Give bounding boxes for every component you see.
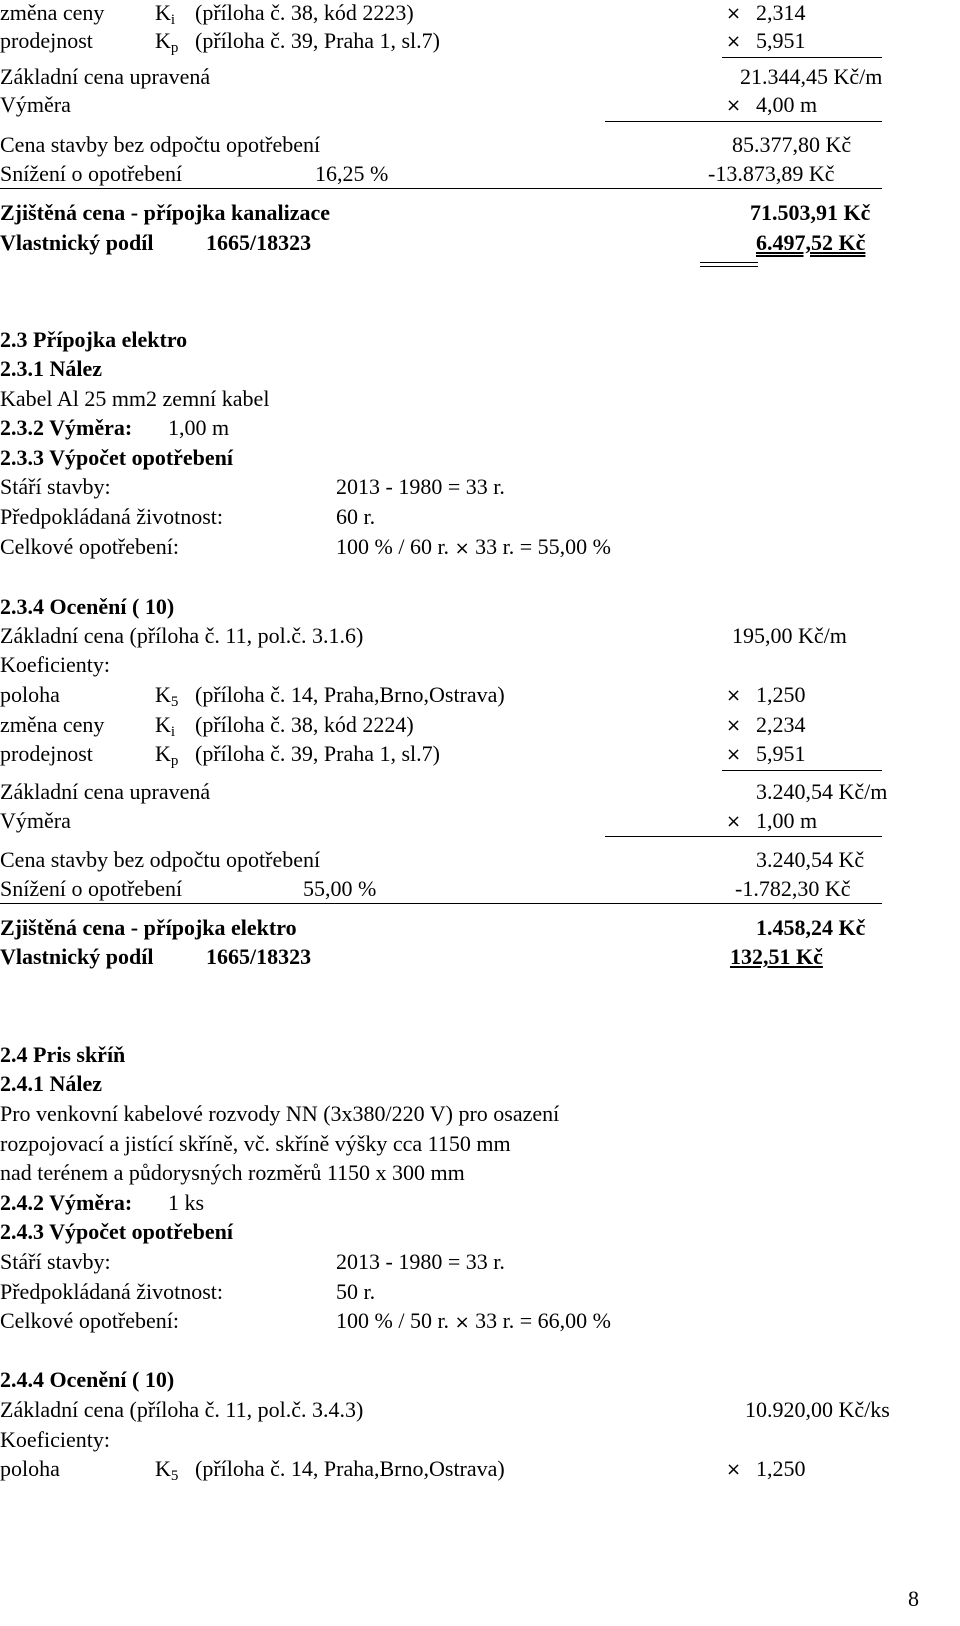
- s23-zakladni-upravena-value: 3.240,54 Kč/m: [756, 779, 888, 804]
- s23-koef-zmena-ceny-symbol: $K_i$: [155, 712, 176, 740]
- s23-zakladni-upravena-label: Základní cena upravená: [0, 779, 211, 804]
- s24-vypocet-heading: 2.4.3 Výpočet opotřebení: [0, 1219, 234, 1244]
- s24-zakladni-cena-value: 10.920,00 Kč/ks: [745, 1397, 890, 1422]
- s24-zivotnost-label: Předpokládaná životnost:: [0, 1279, 224, 1304]
- s23-koef-prodejnost-symbol: $K_p$: [155, 741, 179, 769]
- s23-zakladni-cena-value: 195,00 Kč/m: [732, 623, 847, 648]
- s23-zivotnost-value: 60 r.: [336, 504, 376, 529]
- s24-stari-label: Stáří stavby:: [0, 1249, 111, 1274]
- top-zakladni-upravena-label: Základní cena upravená: [0, 64, 211, 89]
- sum-rule: [700, 266, 758, 267]
- times-symbol: ×: [726, 715, 742, 736]
- s24-oceneni-heading: 2.4.4 Ocenění ( 10): [0, 1367, 175, 1392]
- s23-snizeni-percent: 55,00 %: [303, 876, 377, 901]
- s23-vymera2-value: 1,00 m: [756, 808, 818, 833]
- s24-stari-value: 2013 - 1980 = 33 r.: [336, 1249, 505, 1274]
- top-snizeni-label: Snížení o opotřebení: [0, 161, 183, 186]
- times-symbol: ×: [726, 685, 742, 706]
- top-koef-zmena-ceny-value: 2,314: [756, 0, 806, 25]
- top-vlastnicky-podil-value: 6.497,52 Kč: [756, 230, 866, 255]
- times-symbol: ×: [726, 31, 742, 52]
- s24-nalez-text-1: Pro venkovní kabelové rozvody NN (3x380/220 V) pro osazení: [0, 1101, 560, 1126]
- s23-snizeni-label: Snížení o opotřebení: [0, 876, 183, 901]
- top-koef-prodejnost-symbol: $K_p$: [155, 28, 179, 56]
- times-symbol: ×: [726, 1459, 742, 1480]
- s23-koef-prodejnost-ref: (příloha č. 39, Praha 1, sl.7): [195, 741, 440, 766]
- sum-rule: [605, 836, 882, 837]
- s23-nalez-text: Kabel Al 25 mm2 zemní kabel: [0, 386, 270, 411]
- s23-koef-poloha-label: poloha: [0, 682, 60, 707]
- s24-koef-poloha-label: poloha: [0, 1456, 60, 1481]
- s23-vlastnicky-podil-label: Vlastnický podíl: [0, 944, 154, 969]
- s23-zjistena-cena-value: 1.458,24 Kč: [756, 915, 866, 940]
- top-cena-stavby-label: Cena stavby bez odpočtu opotřebení: [0, 132, 321, 157]
- times-symbol: ×: [726, 744, 742, 765]
- s23-koef-poloha-ref: (příloha č. 14, Praha,Brno,Ostrava): [195, 682, 505, 707]
- s24-koef-poloha-ref: (příloha č. 14, Praha,Brno,Ostrava): [195, 1456, 505, 1481]
- top-snizeni-percent: 16,25 %: [315, 161, 389, 186]
- top-zjistena-cena-value: 71.503,91 Kč: [750, 200, 871, 225]
- top-zjistena-cena-label: Zjištěná cena - přípojka kanalizace: [0, 200, 330, 225]
- s23-koef-poloha-symbol: $K_5$: [155, 682, 179, 710]
- times-symbol: ×: [726, 95, 742, 116]
- s24-celkove-label: Celkové opotřebení:: [0, 1308, 180, 1333]
- s24-nalez-heading: 2.4.1 Nález: [0, 1071, 103, 1096]
- s23-celkove-value: 100 % / 60 r. × 33 r. = 55,00 %: [336, 534, 612, 559]
- s23-zivotnost-label: Předpokládaná životnost:: [0, 504, 224, 529]
- s23-title: 2.3 Přípojka elektro: [0, 327, 188, 352]
- s24-zakladni-cena-label: Základní cena (příloha č. 11, pol.č. 3.4.3): [0, 1397, 364, 1422]
- s24-zivotnost-value: 50 r.: [336, 1279, 376, 1304]
- times-symbol: ×: [726, 811, 742, 832]
- s24-vymera-label: 2.4.2 Výměra:: [0, 1190, 133, 1215]
- s23-snizeni-value: -1.782,30 Kč: [735, 876, 851, 901]
- sum-rule: [700, 262, 758, 263]
- top-vlastnicky-podil-label: Vlastnický podíl: [0, 230, 154, 255]
- s23-koef-prodejnost-label: prodejnost: [0, 741, 93, 766]
- top-koef-zmena-ceny-symbol: $K_i$: [155, 0, 176, 28]
- s23-vymera2-label: Výměra: [0, 808, 71, 833]
- s24-koef-poloha-value: 1,250: [756, 1456, 806, 1481]
- s23-stari-label: Stáří stavby:: [0, 474, 111, 499]
- s24-nalez-text-2: rozpojovací a jistící skříně, vč. skříně výšky cca 1150 mm: [0, 1131, 511, 1156]
- s23-cena-stavby-value: 3.240,54 Kč: [756, 847, 865, 872]
- s23-zakladni-cena-label: Základní cena (příloha č. 11, pol.č. 3.1.6): [0, 623, 364, 648]
- s23-vypocet-heading: 2.3.3 Výpočet opotřebení: [0, 445, 234, 470]
- s23-zjistena-cena-label: Zjištěná cena - přípojka elektro: [0, 915, 297, 940]
- s23-koef-prodejnost-value: 5,951: [756, 741, 806, 766]
- top-zakladni-upravena-value: 21.344,45 Kč/m: [740, 64, 883, 89]
- s23-koef-zmena-ceny-ref: (příloha č. 38, kód 2224): [195, 712, 414, 737]
- top-vymera-value: 4,00 m: [756, 92, 818, 117]
- s24-vymera-value: 1 ks: [168, 1190, 205, 1215]
- s23-koef-zmena-ceny-value: 2,234: [756, 712, 806, 737]
- s23-stari-value: 2013 - 1980 = 33 r.: [336, 474, 505, 499]
- sum-rule: [0, 903, 882, 904]
- top-koef-prodejnost-label: prodejnost: [0, 28, 93, 53]
- s23-vlastnicky-podil-fraction: 1665/18323: [206, 944, 312, 969]
- top-vymera-label: Výměra: [0, 92, 71, 117]
- top-snizeni-value: -13.873,89 Kč: [708, 161, 835, 186]
- s24-title: 2.4 Pris skříň: [0, 1042, 126, 1067]
- s23-vlastnicky-podil-value: 132,51 Kč: [730, 944, 823, 969]
- top-koef-prodejnost-value: 5,951: [756, 28, 806, 53]
- s23-oceneni-heading: 2.3.4 Ocenění ( 10): [0, 594, 175, 619]
- s23-vymera-value: 1,00 m: [168, 415, 230, 440]
- s24-celkove-value: 100 % / 50 r. × 33 r. = 66,00 %: [336, 1308, 612, 1333]
- s24-nalez-text-3: nad terénem a půdorysných rozměrů 1150 x 300 mm: [0, 1160, 465, 1185]
- s24-koeficienty-label: Koeficienty:: [0, 1427, 110, 1452]
- s23-koeficienty-label: Koeficienty:: [0, 652, 110, 677]
- s23-vymera-label: 2.3.2 Výměra:: [0, 415, 133, 440]
- top-koef-zmena-ceny-label: změna ceny: [0, 0, 105, 25]
- s23-nalez-heading: 2.3.1 Nález: [0, 356, 103, 381]
- page-number: 8: [908, 1586, 919, 1611]
- s23-cena-stavby-label: Cena stavby bez odpočtu opotřebení: [0, 847, 321, 872]
- sum-rule: [605, 121, 882, 122]
- top-koef-prodejnost-ref: (příloha č. 39, Praha 1, sl.7): [195, 28, 440, 53]
- sum-rule: [722, 770, 882, 771]
- s24-koef-poloha-symbol: $K_5$: [155, 1456, 179, 1484]
- top-vlastnicky-podil-fraction: 1665/18323: [206, 230, 312, 255]
- top-cena-stavby-value: 85.377,80 Kč: [732, 132, 852, 157]
- times-symbol: ×: [726, 3, 742, 24]
- top-koef-zmena-ceny-ref: (příloha č. 38, kód 2223): [195, 0, 414, 25]
- s23-koef-zmena-ceny-label: změna ceny: [0, 712, 105, 737]
- s23-koef-poloha-value: 1,250: [756, 682, 806, 707]
- sum-rule: [0, 188, 882, 189]
- sum-rule: [722, 57, 882, 58]
- s23-celkove-label: Celkové opotřebení:: [0, 534, 180, 559]
